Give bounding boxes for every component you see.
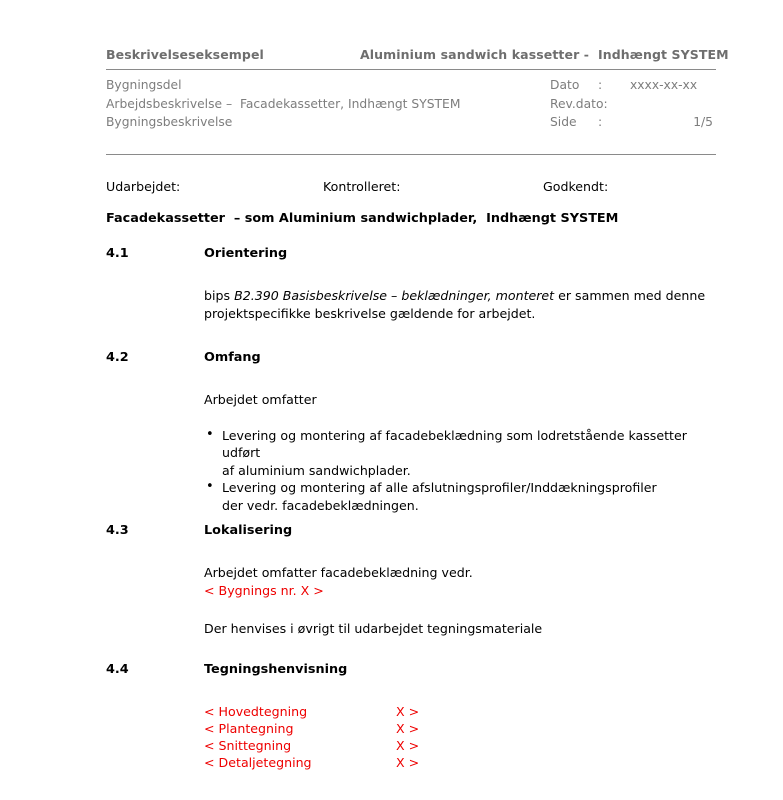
section-4-1	[106, 246, 716, 322]
section-4-3-placeholder-building: < Bygnings nr. X >	[204, 582, 324, 598]
section-4-4-body	[204, 703, 716, 771]
spacer	[204, 409, 716, 427]
section-4-2-number: 4.2	[106, 350, 129, 365]
header-title-row	[106, 47, 729, 69]
section-4-4	[106, 662, 716, 771]
list-item-line-1: Levering og montering af facadebeklædning som lodretstående kassetter udført	[222, 427, 687, 460]
spacer	[106, 265, 716, 287]
section-4-2-title: Omfang	[204, 350, 261, 365]
section-4-3-body	[204, 564, 716, 638]
drawing-row-hovedtegning	[204, 703, 716, 720]
meta-row-dato	[550, 76, 716, 95]
section-4-4-number: 4.4	[106, 662, 129, 677]
section-4-4-heading	[106, 662, 716, 681]
spacer	[106, 681, 716, 703]
header-divider-bottom	[106, 154, 716, 155]
header-meta-right	[550, 76, 716, 132]
header-meta-line-3: Bygningsbeskrivelse	[106, 115, 233, 130]
section-4-3-title: Lokalisering	[204, 523, 293, 538]
drawing-value-snittegning: X >	[396, 738, 420, 753]
section-4-3-line-3: Der henvises i øvrigt til udarbejdet tegningsmateriale	[204, 621, 543, 636]
bullet-icon: •	[206, 426, 214, 442]
list-item-line-1: Levering og montering af alle afslutningsprofiler/Inddækningsprofiler	[222, 480, 657, 495]
spacer	[204, 599, 716, 620]
paragraph-prefix: bips	[204, 288, 235, 303]
meta-value-revdato	[635, 95, 716, 114]
meta-value-dato: xxxx-xx-xx	[630, 78, 698, 92]
drawing-value-hovedtegning: X >	[396, 704, 420, 719]
paragraph-italic-reference: B2.390 Basisbeskrivelse – beklædninger, monteret	[234, 288, 555, 303]
section-4-1-number: 4.1	[106, 246, 129, 261]
drawing-name-plantegning: < Plantegning	[204, 721, 294, 736]
section-4-3-heading	[106, 523, 716, 542]
label-udarbejdet: Udarbejdet:	[106, 179, 181, 194]
drawing-reference-list	[204, 703, 716, 771]
section-4-3-line-1: Arbejdet omfatter facadebeklædning vedr.	[204, 565, 473, 580]
meta-colon-revdato: :	[603, 96, 608, 111]
meta-colon-dato: :	[598, 78, 603, 92]
section-4-1-paragraph	[204, 287, 716, 322]
label-kontrolleret: Kontrolleret:	[323, 179, 401, 194]
header-title-left: Beskrivelseseksempel	[106, 47, 264, 62]
drawing-row-snittegning	[204, 737, 716, 754]
drawing-row-plantegning	[204, 720, 716, 737]
drawing-value-detaljetegning: X >	[396, 755, 420, 770]
list-item	[204, 479, 716, 514]
spacer	[106, 542, 716, 564]
meta-label-dato: Dato	[550, 78, 580, 92]
section-4-1-heading	[106, 246, 716, 265]
meta-label-side: Side	[550, 115, 577, 130]
header-meta-line-2: Arbejdsbeskrivelse – Facadekassetter, Indhængt SYSTEM	[106, 96, 461, 111]
list-item	[204, 427, 716, 480]
drawing-name-snittegning: < Snittegning	[204, 738, 292, 753]
drawing-name-hovedtegning: < Hovedtegning	[204, 704, 308, 719]
section-4-2	[106, 350, 716, 514]
section-4-2-body	[204, 391, 716, 514]
document-header	[106, 47, 729, 132]
paragraph-suffix: er sammen med denne	[554, 288, 706, 303]
meta-value-side: 1/5	[693, 115, 713, 130]
header-meta	[106, 70, 716, 132]
meta-row-revdato	[550, 95, 716, 114]
scope-bullet-list	[204, 427, 716, 515]
list-item-line-2: af aluminium sandwichplader.	[222, 462, 411, 478]
label-godkendt: Godkendt:	[543, 179, 609, 194]
section-4-2-heading	[106, 350, 716, 369]
header-meta-line-1: Bygningsdel	[106, 78, 182, 92]
drawing-value-plantegning: X >	[396, 721, 420, 736]
list-item-line-2: der vedr. facadebeklædningen.	[222, 497, 419, 513]
section-4-2-intro: Arbejdet omfatter	[204, 392, 317, 407]
spacer	[106, 369, 716, 391]
header-meta-left	[106, 76, 550, 132]
drawing-row-detaljetegning	[204, 754, 716, 771]
paragraph-line-2: projektspecifikke beskrivelse gældende for arbejdet.	[204, 305, 536, 321]
section-4-3-number: 4.3	[106, 523, 129, 538]
section-4-4-title: Tegningshenvisning	[204, 662, 348, 677]
drawing-name-detaljetegning: < Detaljetegning	[204, 755, 312, 770]
section-4-3	[106, 523, 716, 638]
section-4-1-title: Orientering	[204, 246, 288, 261]
header-title-right: Aluminium sandwich kassetter - Indhængt SYSTEM	[360, 47, 729, 62]
meta-row-side	[550, 113, 716, 132]
meta-colon-side: :	[598, 115, 603, 130]
section-4-1-body	[204, 287, 716, 322]
meta-label-revdato: Rev.dato	[550, 96, 604, 111]
bullet-icon: •	[206, 479, 214, 494]
page-title: Facadekassetter – som Aluminium sandwichplader, Indhængt SYSTEM	[106, 211, 619, 226]
